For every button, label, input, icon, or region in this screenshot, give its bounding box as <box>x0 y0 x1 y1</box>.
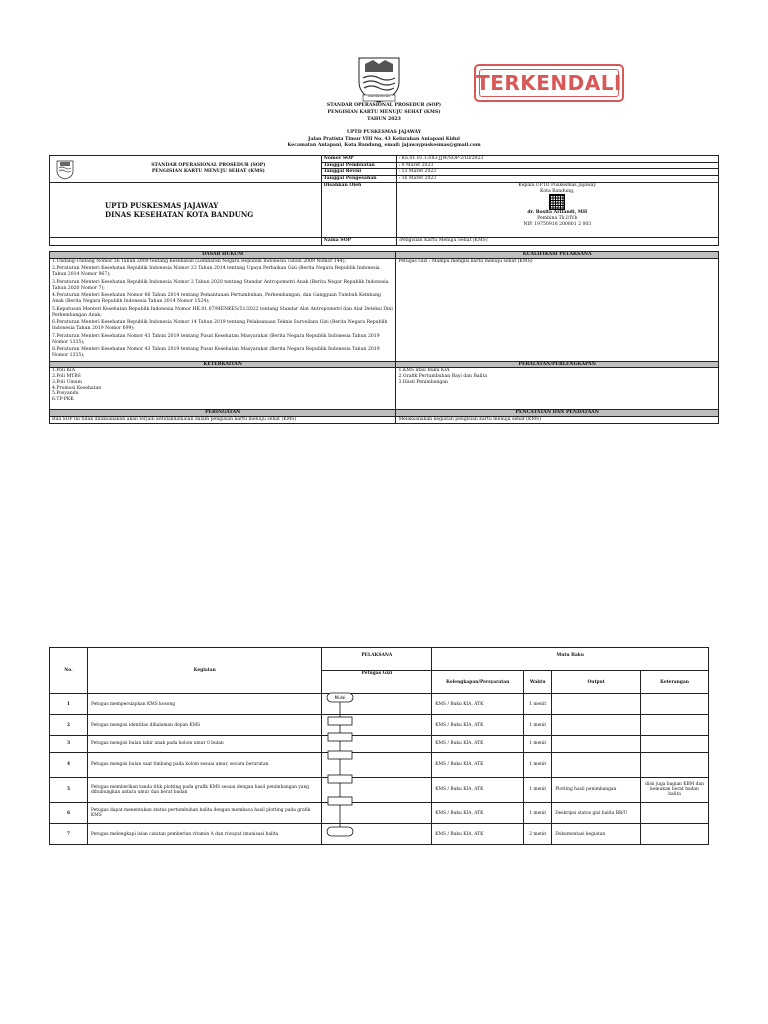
kualifikasi-text: Petugas Gizi : Mampu mengisi kartu menuju sehat (KMS) <box>396 258 719 361</box>
row-keterangan <box>641 824 709 845</box>
signer-nip: NIP. 19750916 200801 2 003 <box>523 221 592 227</box>
row-no: 7 <box>50 824 88 845</box>
row-kelengkapan: KMS / Buku KIA, ATK <box>432 694 524 715</box>
nama-sop-label: Nama SOP <box>321 237 396 245</box>
row-waktu: 1 menit <box>524 777 552 802</box>
dasar-hukum-item: 1.Undang-Undang Nomor 36 Tahun 2009 tentang Kesehatan (Lembaran Negara Republik Indonesia Tahun 2009 Nomor 144); <box>52 258 347 264</box>
flowchart-diagram <box>322 691 432 845</box>
row-no: 6 <box>50 803 88 824</box>
peringatan-text: Bila SOP ini tidak dilaksanakan akan terjadi ketidakdamaian dalam pengisian kartu menuju sehat (KMS) <box>50 417 396 424</box>
dasar-hukum-item: 2.Peraturan Menteri Kesehatan Republik Indonesia Nomor 23 Tahun 2014 tentang Upaya Perbaikan Gizi (Berita Negara Republik Indonesia Tahun 2014 Nomor 967); <box>52 266 380 278</box>
sop-row-label: Tanggal Pembuatan <box>321 162 396 169</box>
row-output <box>552 715 641 736</box>
keterkaitan-list <box>50 368 396 410</box>
row-waktu: 1 menit <box>524 752 552 777</box>
doc-title-2: PENGISIAN KARTU MENUJU SEHAT (KMS) <box>327 110 441 115</box>
flow-process-box <box>328 717 352 725</box>
row-kelengkapan: KMS / Buku KIA, ATK <box>432 824 524 845</box>
flowchart-table-wrap <box>49 647 709 845</box>
pencatatan-text: Melaksanakan kegiatan pengisian kartu menuju sehat (KMS) <box>396 417 719 424</box>
row-output: Plotting hasil penimbangan <box>552 777 641 802</box>
row-kegiatan: Petugas memberikan tanda titik plotting pada grafik KMS sesuai dengan hasil penimbangan yang dihubungkan antara umur dan berat badan <box>87 777 322 802</box>
flow-process-box <box>328 733 352 741</box>
row-output <box>552 752 641 777</box>
row-no: 5 <box>50 777 88 802</box>
row-waktu: 1 menit <box>524 803 552 824</box>
logo-motto: GEMAH RIPAH REPEH RAPIH <box>367 97 391 98</box>
row-kegiatan: Petugas mengisi bulan lahir anak pada kolom umur 0 bulan <box>87 736 322 753</box>
controlled-stamp <box>474 64 624 102</box>
sop-row-label: Tanggal Revisi <box>321 169 396 176</box>
col-kegiatan: Kegiatan <box>87 648 322 694</box>
sections-table <box>49 251 719 424</box>
row-output <box>552 694 641 715</box>
keterkaitan-item: 6.TP-PKK <box>52 397 74 403</box>
stamp-text: TERKENDALI <box>476 71 622 95</box>
col-output: Output <box>552 671 641 694</box>
sop-row-label: Nomor SOP <box>321 156 396 163</box>
peralatan-list <box>396 368 719 410</box>
sop-row-value: : 13 Maret 2023 <box>396 169 718 176</box>
signer-block <box>396 182 718 237</box>
sop-info-table <box>49 155 719 246</box>
keterkaitan-item: 4.Promosi Kesehatan <box>52 385 102 391</box>
keterkaitan-item: 2.Poli MTBS <box>52 374 81 380</box>
sop-left-title-1: STANDAR OPERASIONAL PROSEDUR (SOP) <box>151 163 266 169</box>
peralatan-item: 3.Hasil Penimbangan <box>398 379 448 385</box>
row-no: 1 <box>50 694 88 715</box>
row-output: Deskripsi status gizi balita BB/U <box>552 803 641 824</box>
row-kelengkapan: KMS / Buku KIA, ATK <box>432 777 524 802</box>
sop-row-value: : 16 Maret 2023 <box>396 176 718 183</box>
row-kegiatan: Petugas mempersiapkan KMS kosong <box>87 694 322 715</box>
dasar-hukum-list <box>50 258 396 361</box>
org-address-2: Kecamatan Antapani, Kota Bandung, email: jajawaypuskesmas@gmail.com <box>287 143 481 148</box>
row-kelengkapan: KMS / Buku KIA, ATK <box>432 752 524 777</box>
row-kelengkapan: KMS / Buku KIA, ATK <box>432 736 524 753</box>
row-output: Dokumentasi kegiatan <box>552 824 641 845</box>
peringatan-title: PERINGATAN <box>50 410 396 417</box>
row-no: 2 <box>50 715 88 736</box>
dasar-hukum-item: 6.Peraturan Menteri Kesehatan Republik Indonesia Nomor 14 Tahun 2019 tentang Pelaksanaan Teknis Surveilans Gizi (Berita Negara Republik Indonesia Tahun 2019 Nomor 699); <box>52 320 388 332</box>
flow-process-box <box>328 797 352 805</box>
org-name: UPTD PUSKESMAS JAJAWAY <box>346 130 422 135</box>
row-kegiatan: Petugas mengisi identitas dihalaman depan KMS <box>87 715 322 736</box>
flow-end-terminal <box>327 827 353 836</box>
sop-left-header <box>50 156 322 183</box>
dasar-hukum-item: 5.Keputusan Menteri Kesehatan Republik Indonesia Nomor HK.01.07/MENKES/51/2022 tentang Standar Alat Antropometri dan Alat Deteksi Dini Perkembangan Anak; <box>52 306 393 318</box>
row-keterangan <box>641 803 709 824</box>
signer-name: dr. Rosita Arifandi, MH <box>527 210 588 216</box>
col-kelengkapan: Kelengkapan/Persyaratan <box>432 671 524 694</box>
row-keterangan <box>641 694 709 715</box>
keterkaitan-item: 5.Posyandu <box>52 391 79 397</box>
row-waktu: 2 menit <box>524 824 552 845</box>
peralatan-title: PERALATAN/PERLENGKAPAN <box>396 361 719 368</box>
disahkan-label: Disahkan Oleh <box>321 182 396 237</box>
row-kelengkapan: KMS / Buku KIA, ATK <box>432 715 524 736</box>
sop-left-title-2: PENGISIAN KARTU MENUJU SEHAT (KMS) <box>151 168 265 174</box>
pencatatan-title: PENCATATAN DAN PENDATAAN <box>396 410 719 417</box>
flow-process-box <box>328 775 352 783</box>
row-waktu: 1 menit <box>524 715 552 736</box>
kualifikasi-title: KUALIFIKASI PELAKSANA <box>396 252 719 259</box>
col-no: No. <box>50 648 88 694</box>
col-keterangan: Keterangan <box>641 671 709 694</box>
row-no: 4 <box>50 752 88 777</box>
doc-title-1: STANDAR OPERASIONAL PROSEDUR (SOP) <box>326 103 442 108</box>
flow-process-box <box>328 751 352 759</box>
dasar-hukum-title: DASAR HUKUM <box>50 252 396 259</box>
peralatan-item: 2.Grafik Pertumbuhan Bayi dan Balita <box>398 374 488 380</box>
signer-rank: Pembina Tk.I/IVb <box>537 216 578 222</box>
org-block <box>50 182 322 237</box>
signer-city: Kota Bandung, <box>540 188 575 194</box>
org-address-1: Jalan Pratista Timur VIII No. 43 Kelurahan Antapani Kidul <box>308 137 460 142</box>
col-mutu: Mutu Baku <box>432 648 709 671</box>
keterkaitan-item: 1.Poli KIA <box>52 368 76 374</box>
row-kegiatan: Petugas dapat menentukan status pertumbuhan balita dengan membaca hasil plotting pada grafik KMS <box>87 803 322 824</box>
row-kegiatan: Petugas mengisi bulan saat timbang pada kolom sesuai umur, secara berurutan <box>87 752 322 777</box>
signature-qr-icon <box>549 194 565 210</box>
small-city-logo-icon <box>54 158 76 180</box>
row-keterangan: diisi juga bagian KBM dan kemukan berat badan balita <box>641 777 709 802</box>
row-output <box>552 736 641 753</box>
dasar-hukum-item: 4.Peraturan Menteri Kesehatan Nomor 66 Tahun 2014 tentang Pemantauan Pertumbuhan, Perkembangan, dan Gangguan Tumbuh Kembang Anak (Berita Negara Republik Indonesia Tahun 2014 Nomor 1524); <box>52 293 381 305</box>
sop-row-value: : 9 Maret 2023 <box>396 162 718 169</box>
org-block-2: DINAS KESEHATAN KOTA BANDUNG <box>105 209 254 219</box>
row-kelengkapan: KMS / Buku KIA, ATK <box>432 803 524 824</box>
dasar-hukum-item: 7.Peraturan Menteri Kesehatan Nomor 43 Tahun 2019 tentang Pusat Kesehatan Masyarakat (Berita Negara Republik Indonesia Tahun 2019 Nomor 1335); <box>52 333 380 345</box>
dasar-hukum-item: 8.Peraturan Menteri Kesehatan Nomor 43 Tahun 2019 tentang Pusat Kesehatan Masyarakat (Berita Negara Republik Indonesia Tahun 2019 Nomor 1335); <box>52 347 380 359</box>
sop-row-label: Tanggal Pengesahan <box>321 176 396 183</box>
nama-sop-value: :Pengisian Kartu Menuju Sehat (KMS) <box>396 237 718 245</box>
row-keterangan <box>641 736 709 753</box>
flow-start-label: Mulai <box>334 695 346 701</box>
sop-row-value: : KS.01.01.13/83-JJW/SOP-2/III/2023 <box>396 156 718 163</box>
row-kegiatan: Petugas melengkapi isian catatan pemberian vitamin A dan riwayat imunisasi balita <box>87 824 322 845</box>
row-no: 3 <box>50 736 88 753</box>
row-waktu: 1 menit <box>524 694 552 715</box>
peralatan-item: 1.KMS atau Buku KIA <box>398 368 450 374</box>
col-waktu: Waktu <box>524 671 552 694</box>
keterkaitan-item: 3.Poli Umum <box>52 379 82 385</box>
org-block-1: UPTD PUSKESMAS JAJAWAY <box>105 200 219 210</box>
row-waktu: 1 menit <box>524 736 552 753</box>
col-petugas: Petugas Gizi <box>322 671 432 694</box>
col-pelaksana: PELAKSANA <box>322 648 432 671</box>
row-keterangan <box>641 715 709 736</box>
doc-year: TAHUN 2023 <box>367 117 401 122</box>
city-logo <box>355 52 403 104</box>
row-keterangan <box>641 752 709 777</box>
signer-title: Kepala UPTD Puskesmas Jajaway <box>518 182 597 188</box>
keterkaitan-title: KETERKAITAN <box>50 361 396 368</box>
dasar-hukum-item: 3.Peraturan Menteri Kesehatan Republik Indonesia Nomor 2 Tahun 2020 tentang Standar Antropometri Anak (Berita Negar Republik Indonesia Tahun 2020 Nomor 7); <box>52 279 389 291</box>
